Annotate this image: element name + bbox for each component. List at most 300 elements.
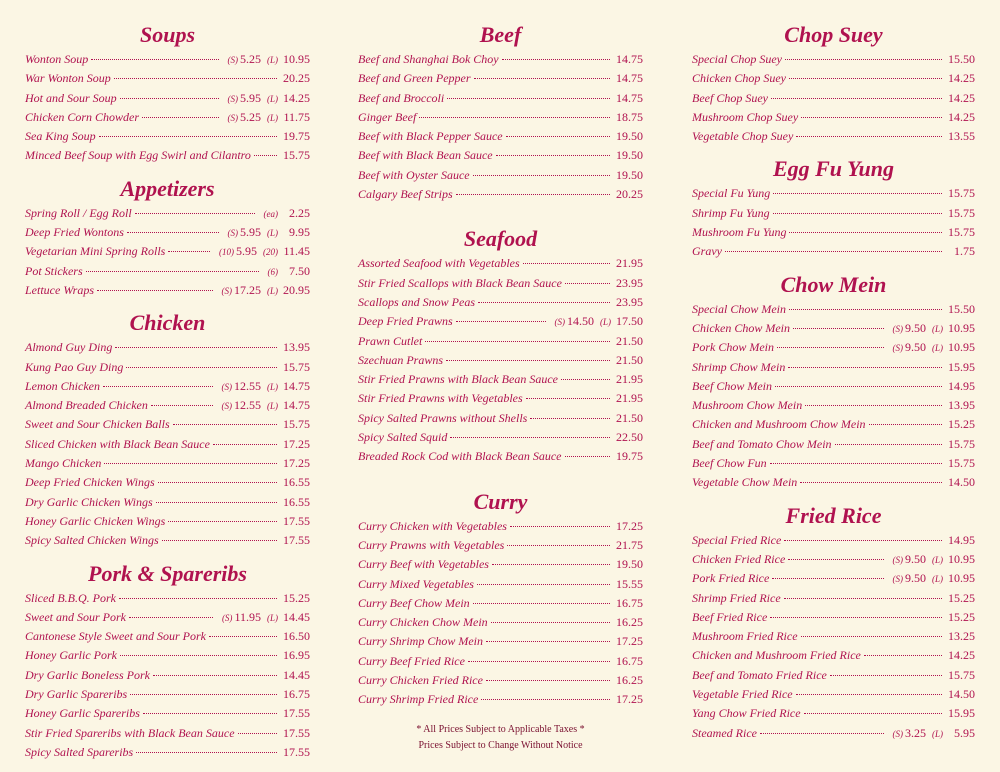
menu-item [692,242,975,261]
item-price: 7.50 [289,263,310,278]
price-small: 5.25 [240,52,261,66]
dot-leader [507,545,610,546]
item-name: Beef Chow Mein [692,378,772,393]
price-small: 9.50 [905,551,926,566]
dot-leader [151,405,213,406]
dot-leader [156,502,277,503]
menu-item [25,281,310,300]
menu-item [692,50,975,69]
dot-leader [456,194,610,195]
item-name: Beef Fried Rice [692,609,768,624]
menu-item [358,613,643,632]
dot-leader [129,617,213,618]
item-name: Gravy [692,244,722,259]
item-prices [887,338,946,358]
size-small-label: (S) [227,112,238,123]
section-title: Chop Suey [784,22,883,47]
item-price: 15.95 [948,706,975,721]
item-price: 9.95 [289,225,310,240]
item-price: 1.75 [954,244,975,259]
menu-item [692,319,975,338]
menu-item [25,608,310,627]
item-price: 14.25 [283,90,310,105]
menu-item [358,351,643,370]
menu-item [25,666,310,685]
size-small-label: (S) [221,381,232,392]
menu-item-list [25,589,310,763]
item-name: Curry Shrimp Fried Rice [358,692,479,707]
dot-leader [135,213,255,214]
item-name: Beef Chop Suey [692,90,768,105]
menu-item [25,435,310,454]
menu-item [358,108,643,127]
menu-item [358,69,643,88]
dot-leader [91,59,218,60]
item-name: Steamed Rice [692,725,757,740]
size-large-label: (L) [267,93,278,104]
item-name: Chicken Chop Suey [692,71,786,86]
item-price: 15.50 [948,301,975,316]
dot-leader [800,482,942,483]
dot-leader [793,328,884,329]
item-name: Beef and Tomato Chow Mein [692,436,832,451]
menu-item [358,690,643,709]
menu-item [692,338,975,357]
dot-leader [450,437,610,438]
menu-item [692,685,975,704]
menu-item [358,671,643,690]
menu-item [25,627,310,646]
item-price: 16.75 [616,595,643,610]
dot-leader [168,251,210,252]
item-prices [887,724,946,744]
menu-item-list [25,338,310,550]
menu-item [25,204,310,223]
size-small-label: (S) [221,401,232,412]
item-name: Deep Fried Wontons [25,225,124,240]
item-name: Hot and Sour Soup [25,90,117,105]
item-price: 14.45 [283,667,310,682]
item-price: 16.25 [616,615,643,630]
item-price: 20.95 [283,282,310,297]
dot-leader [565,283,610,284]
item-name: Stir Fried Prawns with Black Bean Sauce [358,372,558,387]
item-name: Shrimp Fried Rice [692,590,781,605]
menu-item [358,254,643,273]
menu-item [25,89,310,108]
item-price: 10.95 [948,571,975,586]
section-title: Appetizers [120,175,215,201]
item-price: 16.50 [283,629,310,644]
price-small: 5.95 [240,90,261,105]
menu-item [25,223,310,242]
menu-section-soups [25,20,310,166]
item-name: Prawn Cutlet [358,333,423,348]
menu-item [358,652,643,671]
dot-leader [213,444,277,445]
price-small: 9.50 [905,340,926,355]
menu-item [25,493,310,512]
menu-item [25,743,310,762]
size-small-label: (S) [221,612,233,623]
menu-item [692,666,975,685]
size-small-label: (S) [892,728,903,739]
item-price: 17.25 [616,634,643,649]
dot-leader [801,636,942,637]
item-name: Beef with Black Pepper Sauce [358,129,503,144]
item-name: Vegetarian Mini Spring Rolls [25,244,166,259]
item-price: 15.25 [948,417,975,432]
dot-leader [775,386,942,387]
item-prices [222,108,281,128]
item-price: 20.25 [283,71,310,86]
menu-item [692,550,975,569]
dot-leader [473,175,610,176]
menu-item [692,89,975,108]
menu-item [25,512,310,531]
price-small: 5.25 [240,109,261,124]
menu-item [692,454,975,473]
size-large-label: (L) [932,323,943,334]
item-price: 10.95 [948,320,975,335]
dot-leader [506,136,610,137]
menu-column-right [692,14,975,743]
price-notice-line: Prices Subject to Change Without Notice [418,739,583,751]
dot-leader [153,675,277,676]
dot-leader [120,98,219,99]
dot-leader [492,564,610,565]
menu-item [358,50,643,69]
menu-item [692,300,975,319]
dot-leader [773,193,942,194]
size-large-label: (L) [267,381,278,392]
item-name: Spicy Salted Spareribs [25,744,134,759]
menu-item [358,555,643,574]
item-name: Pot Stickers [25,263,83,278]
item-price: 14.25 [948,71,975,86]
dot-leader [830,675,942,676]
dot-leader [784,540,942,541]
menu-item [692,69,975,88]
menu-item [358,274,643,293]
item-prices [258,205,281,224]
item-name: Curry Chicken Chow Mein [358,615,488,630]
menu-item [25,454,310,473]
item-name: Almond Breaded Chicken [25,398,148,413]
item-price: 16.55 [283,494,310,509]
dot-leader [486,641,610,642]
item-price: 20.25 [616,187,643,202]
dot-leader [785,59,942,60]
dot-leader [126,367,277,368]
dot-leader [788,559,883,560]
section-title: Seafood [463,226,538,252]
item-name: Spicy Salted Chicken Wings [25,533,159,548]
price-small: 12.55 [234,378,261,393]
item-price: 15.75 [948,667,975,682]
item-name: Deep Fried Prawns [358,314,453,329]
dot-leader [425,341,610,342]
dot-leader [114,78,277,79]
item-name: Beef and Broccoli [358,90,445,105]
menu-item-list [692,531,975,743]
item-price: 21.50 [616,333,643,348]
menu-item [25,338,310,357]
menu-item [25,50,310,69]
item-name: Lettuce Wraps [25,282,94,297]
item-price: 11.45 [283,244,310,259]
item-price: 14.50 [948,475,975,490]
size-large-label: (L) [600,317,611,328]
dot-leader [510,526,610,527]
item-name: Chicken Fried Rice [692,551,786,566]
menu-item [25,646,310,665]
dot-leader [789,232,942,233]
item-price: 16.55 [283,475,310,490]
dot-leader [447,98,610,99]
dot-leader [486,680,610,681]
item-name: Chicken Corn Chowder [25,109,139,124]
menu-item [692,589,975,608]
item-price: 22.50 [616,430,643,445]
menu-section-egg-fu-yung [692,154,975,261]
item-name: Almond Guy Ding [25,340,113,355]
menu-item [692,184,975,203]
dot-leader [238,733,277,734]
dot-leader [869,424,942,425]
dot-leader [796,136,942,137]
item-price: 15.25 [948,590,975,605]
dot-leader [523,263,610,264]
menu-item [692,127,975,146]
menu-item [358,370,643,389]
menu-item [692,435,975,454]
item-price: 19.50 [616,129,643,144]
item-price: 15.75 [283,359,310,374]
dot-leader [772,578,883,579]
dot-leader [97,290,213,291]
item-price: 14.45 [283,609,310,624]
menu-item [358,146,643,165]
menu-item-list [25,204,310,300]
menu-item [358,594,643,613]
item-name: Chicken Chow Mein [692,320,790,335]
item-price: 16.75 [616,653,643,668]
item-name: Assorted Seafood with Vegetables [358,256,520,271]
item-name: Vegetable Chow Mein [692,475,798,490]
section-title: Fried Rice [785,502,882,528]
item-name: Shrimp Chow Mein [692,359,786,374]
dot-leader [760,733,884,734]
dot-leader [725,251,942,252]
item-price: 19.50 [616,557,643,572]
menu-item [692,646,975,665]
item-price: 17.55 [283,725,310,740]
item-name: Sliced B.B.Q. Pork [25,590,116,605]
item-name: Kung Pao Guy Ding [25,359,124,374]
menu-section-curry [358,487,643,710]
item-name: Beef with Oyster Sauce [358,167,470,182]
item-name: War Wonton Soup [25,71,111,86]
menu-item [692,704,975,723]
dot-leader [561,379,610,380]
item-price: 10.95 [948,340,975,355]
price-small: 5.95 [240,225,261,240]
item-name: Beef Chow Fun [692,456,767,471]
dot-leader [478,302,610,303]
menu-item [25,531,310,550]
dot-leader [130,694,277,695]
item-price: 15.25 [283,590,310,605]
item-price: 15.75 [283,148,310,163]
item-name: Curry Mixed Vegetables [358,576,474,591]
item-name: Minced Beef Soup with Egg Swirl and Cilantro [25,148,251,163]
item-price: 15.25 [948,609,975,624]
menu-item [25,358,310,377]
item-name: Mushroom Fu Yung [692,225,787,240]
price-small: 12.55 [234,398,261,413]
size-small-label: (S) [892,554,903,565]
item-price: 15.75 [948,456,975,471]
size-small-label: (S) [892,323,903,334]
dot-leader [446,360,610,361]
item-price: 14.75 [283,398,310,413]
item-prices [216,281,281,301]
dot-leader [496,155,610,156]
dot-leader [801,117,942,118]
menu-item-list [25,50,310,166]
item-name: Curry Chicken Fried Rice [358,673,483,688]
dot-leader [119,598,277,599]
size-large-label: (L) [267,401,278,412]
item-prices [213,242,280,262]
size-large-label: (L) [932,343,943,354]
dot-leader [120,655,277,656]
item-price: 14.75 [616,71,643,86]
menu-item [692,358,975,377]
item-prices [887,550,946,570]
item-price: 15.95 [948,359,975,374]
size-large-label: (L) [267,228,278,239]
dot-leader [103,386,213,387]
menu-item [358,632,643,651]
item-price: 21.50 [616,352,643,367]
item-price: 16.95 [283,648,310,663]
size-large-label: (L) [267,55,278,65]
menu-section-beef [358,20,643,204]
item-name: Pork Chow Mein [692,340,774,355]
dot-leader [419,117,610,118]
item-price: 11.75 [283,109,310,124]
item-name: Szechuan Prawns [358,352,443,367]
item-price: 15.75 [948,436,975,451]
menu-item [358,185,643,204]
dot-leader [773,213,942,214]
item-price: 23.95 [616,294,643,309]
menu-item [358,575,643,594]
dot-leader [770,617,942,618]
item-name: Lemon Chicken [25,378,100,393]
dot-leader [477,584,610,585]
menu-section-chow-mein [692,270,975,493]
item-price: 17.55 [283,744,310,759]
menu-section-appetizers [25,174,310,300]
size-small-label: (S) [554,317,565,328]
price-small: 3.25 [905,725,926,740]
item-price: 14.25 [948,90,975,105]
menu-item [692,396,975,415]
menu-section-fried-rice [692,501,975,743]
item-name: Curry Beef with Vegetables [358,557,489,572]
dot-leader [784,598,942,599]
section-title: Soups [139,22,196,47]
item-price: 17.25 [283,456,310,471]
dot-leader [789,309,942,310]
menu-item-list [358,517,643,710]
item-name: Spicy Salted Prawns without Shells [358,410,528,425]
item-name: Beef and Tomato Fried Rice [692,667,827,682]
menu-item [358,389,643,408]
menu-item-list [692,300,975,493]
item-name: Chicken and Mushroom Chow Mein [692,417,866,432]
item-name: Special Chow Mein [692,301,786,316]
dot-leader [565,456,611,457]
item-price: 17.25 [283,436,310,451]
menu-item [25,415,310,434]
item-name: Mushroom Chow Mein [692,398,803,413]
dot-leader [99,136,277,137]
quantity-label: (10) [219,247,234,258]
menu-item [25,685,310,704]
section-title: Chow Mein [780,271,887,297]
item-name: Special Chop Suey [692,52,782,66]
item-price: 15.50 [948,52,975,66]
menu-column-left [25,14,310,762]
size-large-label: (L) [932,554,943,565]
price-small: 5.95 [236,244,257,259]
section-title: Pork & Spareribs [88,560,247,586]
item-name: Honey Garlic Pork [25,648,117,663]
price-small: 11.95 [234,609,261,624]
section-title: Egg Fu Yung [772,156,895,182]
item-name: Honey Garlic Chicken Wings [25,513,166,528]
price-notice-line: * All Prices Subject to Applicable Taxes * [416,723,585,735]
dot-leader [804,713,942,714]
menu-item [358,409,643,428]
item-name: Scallops and Snow Peas [358,294,475,309]
section-title: Beef [479,22,522,47]
item-price: 5.95 [954,725,975,740]
size-large-label: (L) [932,574,943,585]
dot-leader [789,78,942,79]
menu-item [358,127,643,146]
menu-item [692,569,975,588]
item-price: 23.95 [616,275,643,290]
item-price: 19.75 [283,129,310,144]
item-price: 13.95 [283,340,310,355]
dot-leader [173,424,277,425]
item-name: Calgary Beef Strips [358,187,453,202]
menu-item [25,242,310,261]
item-name: Stir Fried Scallops with Black Bean Sauce [358,275,562,290]
menu-item [692,473,975,492]
item-name: Dry Garlic Boneless Pork [25,667,150,682]
item-price: 13.25 [948,629,975,644]
menu-item [692,627,975,646]
menu-item [692,608,975,627]
dot-leader [142,117,219,118]
item-price: 18.75 [616,109,643,124]
